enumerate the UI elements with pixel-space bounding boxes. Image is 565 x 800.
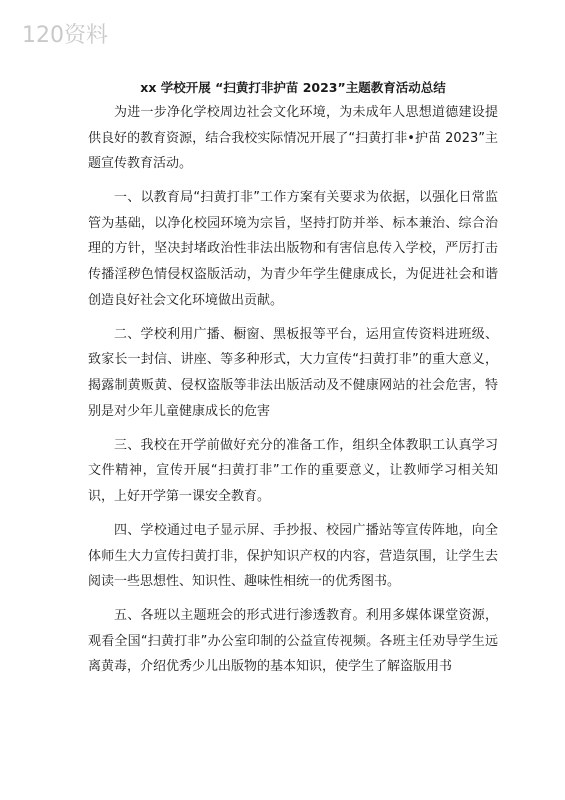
paragraph-section-5: 五、各班以主题班会的形式进行渗透教育。利用多媒体课堂资源，观看全国“扫黄打非”办公室印制的公益宣传视频。各班主任劝导学生远离黄毒，介绍优秀少儿出版物的基本知识，使学生了解盗版用书 xyxy=(88,608,498,675)
watermark: 120资料 xyxy=(22,23,108,48)
paragraph-section-3: 三、我校在开学前做好充分的准备工作，组织全体教职工认真学习文件精神，宣传开展“扫黄打非”工作的重要意义，让教师学习相关知识，上好开学第一课安全教育。 xyxy=(88,437,498,504)
paragraph-section-2: 二、学校利用广播、橱窗、黑板报等平台，运用宣传资料进班级、致家长一封信、讲座、等多种形式，大力宣传“扫黄打非”的重大意义，揭露制黄贩黄、侵权盗版等非法出版活动及不健康网站的社会危害，特别是对少年儿童健康成长的危害 xyxy=(88,326,498,419)
paragraph-section-4: 四、学校通过电子显示屏、手抄报、校园广播站等宣传阵地，向全体师生大力宣传扫黄打非，保护知识产权的内容，营造氛围，让学生去阅读一些思想性、知识性、趣味性相统一的优秀图书。 xyxy=(88,522,498,590)
paragraph-intro: 为进一步净化学校周边社会文化环境，为未成年人思想道德建设提供良好的教育资源，结合我校实际情况开展了“扫黄打非•护苗 2023”主题宣传教育活动。 xyxy=(88,105,498,172)
document-page xyxy=(88,78,498,688)
document-title: xx 学校开展 “扫黄打非护苗 2023”主题教育活动总结 xyxy=(140,80,446,95)
paragraph-section-1: 一、以教育局“扫黄打非”工作方案有关要求为依据，以强化日常监管为基础，以净化校园环境为宗旨，坚持打防并举、标本兼治、综合治理的方针，坚决封堵政治性非法出版物和有害信息传入学校，严厉打击传播淫秽色情侵权盗版活动，为青少年学生健康成长，为促进社会和谐创造良好社会文化环境做出贡献。 xyxy=(88,190,498,308)
